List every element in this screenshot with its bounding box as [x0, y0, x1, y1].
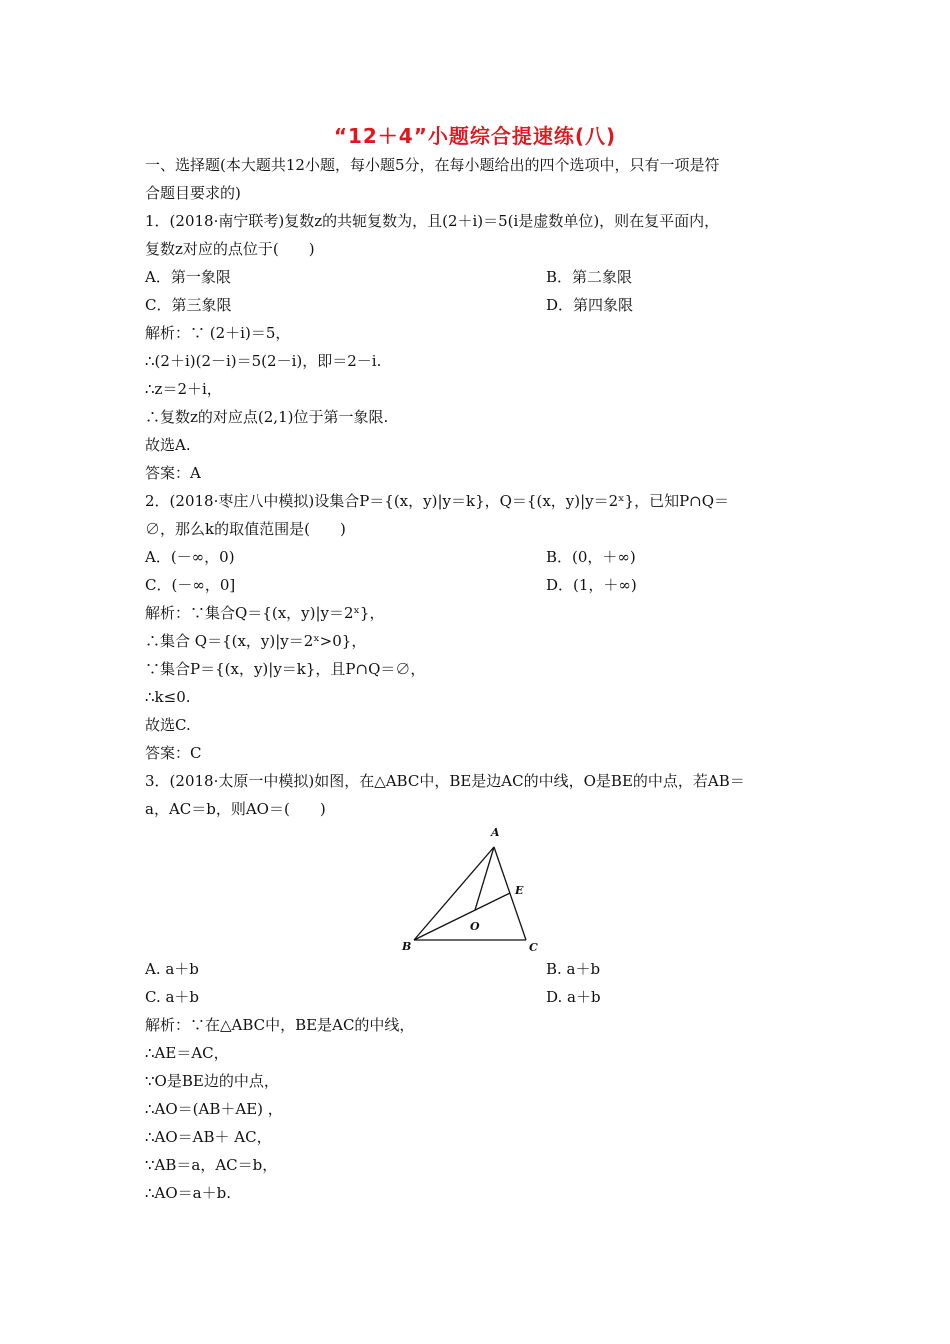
q1-solution-line: 故选A.	[145, 436, 191, 454]
q1-option-a: A．第一象限	[145, 268, 231, 286]
q2-solution-line: ∴k≤0.	[145, 688, 191, 706]
section-intro-line-1: 一、选择题(本大题共12小题，每小题5分，在每小题给出的四个选项中，只有一项是符	[145, 156, 720, 174]
q3-option-b: B. a＋b	[546, 960, 601, 978]
section-intro-line-2: 合题目要求的)	[145, 184, 241, 202]
q2-option-d: D．(1，＋∞)	[546, 576, 637, 594]
vertex-label-c: C	[529, 941, 538, 954]
q3-solution-line: ∴AE＝AC，	[145, 1044, 229, 1062]
q2-stem-line-1: 2．(2018·枣庄八中模拟)设集合P＝{(x，y)|y＝k}，Q＝{(x，y)|y＝2ˣ}，已知P∩Q＝	[145, 492, 730, 510]
vertex-label-b: B	[402, 940, 412, 953]
q3-solution-line: ∴AO＝(AB＋AE) ，	[145, 1100, 283, 1118]
q1-solution-line: 解析：∵ (2＋i)＝5，	[145, 324, 291, 342]
q2-solution-line: 解析：∵集合Q＝{(x，y)|y＝2ˣ}，	[145, 604, 385, 622]
q1-solution-line: ∴(2＋i)(2－i)＝5(2－i)，即＝2－i.	[145, 352, 382, 370]
q1-solution-line: ∴z＝2＋i，	[145, 380, 222, 398]
q3-option-c: C. a＋b	[145, 988, 200, 1006]
q3-stem-line-2: a，AC＝b，则AO＝( )	[145, 800, 326, 818]
q2-solution-line: ∴集合 Q＝{(x，y)|y＝2ˣ>0}，	[145, 632, 367, 650]
q1-answer: 答案：A	[145, 464, 201, 482]
q1-option-c: C．第三象限	[145, 296, 232, 314]
segment-ao	[475, 847, 494, 910]
q1-stem-line-2: 复数z对应的点位于( )	[145, 240, 315, 258]
median-be	[414, 893, 510, 940]
q2-option-b: B．(0，＋∞)	[546, 548, 636, 566]
q3-solution-line: 解析：∵在△ABC中，BE是AC的中线，	[145, 1016, 415, 1034]
vertex-label-a: A	[491, 826, 500, 839]
point-label-e: E	[515, 884, 524, 897]
q1-solution-line: ∴复数z的对应点(2,1)位于第一象限.	[145, 408, 389, 426]
q2-solution-line: 故选C.	[145, 716, 191, 734]
q1-option-b: B．第二象限	[546, 268, 633, 286]
q2-option-c: C．(－∞，0]	[145, 576, 236, 594]
q2-solution-line: ∵集合P＝{(x，y)|y＝k}，且P∩Q＝∅，	[145, 660, 426, 678]
q1-option-d: D．第四象限	[546, 296, 634, 314]
q3-solution-line: ∵AB＝a，AC＝b，	[145, 1156, 278, 1174]
q3-solution-line: ∴AO＝AB＋ AC，	[145, 1128, 272, 1146]
triangle-figure	[396, 822, 546, 958]
point-label-o: O	[470, 920, 480, 933]
q2-option-a: A．(－∞，0)	[145, 548, 235, 566]
edge-ab	[414, 847, 494, 940]
q1-stem-line-1: 1．(2018·南宁联考)复数z的共轭复数为，且(2＋i)＝5(i是虚数单位)，则在复平面内，	[145, 212, 720, 230]
q3-solution-line: ∴AO＝a＋b.	[145, 1184, 231, 1202]
page-title: “12＋4”小题综合提速练(八)	[333, 124, 617, 148]
q3-solution-line: ∵O是BE边的中点，	[145, 1072, 279, 1090]
q3-option-d: D. a＋b	[546, 988, 601, 1006]
q2-stem-line-2: ∅，那么k的取值范围是( )	[145, 520, 346, 538]
q3-stem-line-1: 3．(2018·太原一中模拟)如图，在△ABC中，BE是边AC的中线，O是BE的中点，若AB＝	[145, 772, 745, 790]
q3-option-a: A. a＋b	[145, 960, 199, 978]
q2-answer: 答案：C	[145, 744, 202, 762]
